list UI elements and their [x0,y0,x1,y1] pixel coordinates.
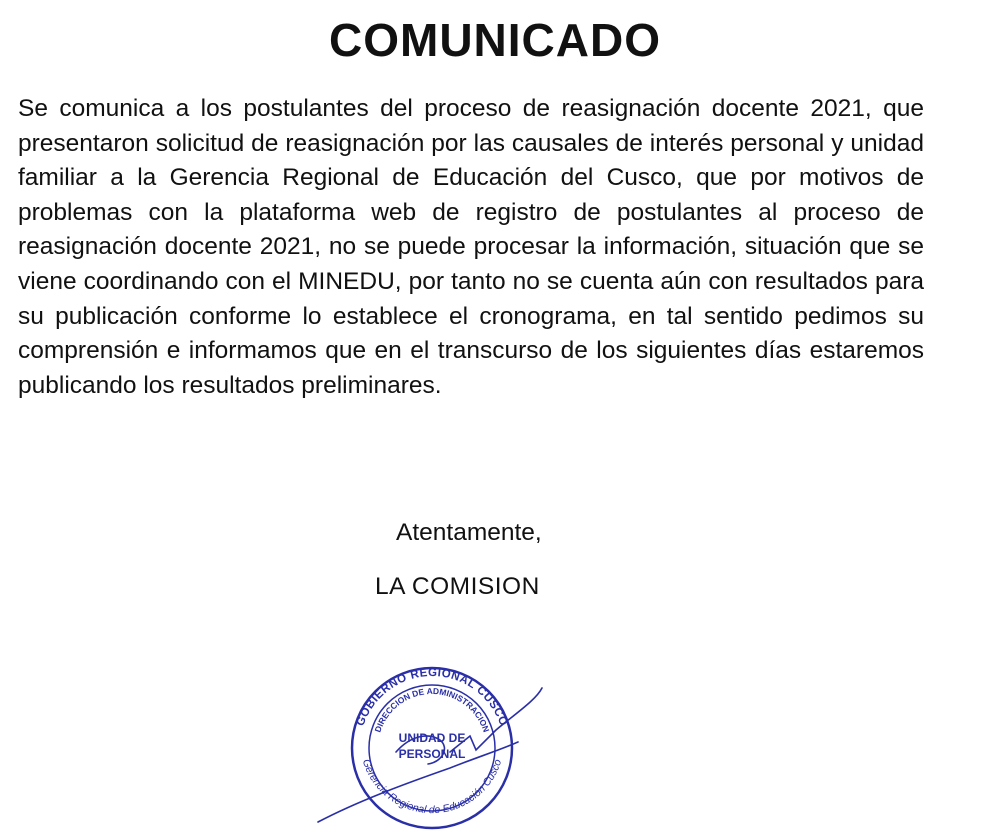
stamp-outer-text: GOBIERNO REGIONAL CUSCO [354,666,510,728]
stamp-center-line-1: UNIDAD DE [398,731,466,745]
closing-text: Atentamente, [396,519,542,546]
stamp-bottom-text: Gerencia Regional de Educación Cusco [359,757,505,817]
announcement-body: Se comunica a los postulantes del proceso de reasignación docente 2021, que presentaron solicitud de reasignación por las causales de interés personal y unidad familiar a la Gerencia Regional de Educación del Cusco, que por motivos de problemas con la plataforma web de registro de postulantes al proceso de reasignación docente 2021, no se puede procesar la información, situación que se viene coordinando con el MINEDU, por tanto no se cuenta aún con resultados para su publicación conforme lo establece el cronograma, en tal sentido pedimos su comprensión e informamos que en el transcurso de los siguientes días estaremos publicando los resultados preliminares. [18,95,924,399]
stamp-center-line-2: PERSONAL [398,747,466,761]
page-title: COMUNICADO [329,14,661,66]
stamp-inner-text: DIRECCION DE ADMINISTRACION [372,685,492,734]
official-stamp [300,640,550,840]
signer-name: LA COMISION [375,573,540,600]
